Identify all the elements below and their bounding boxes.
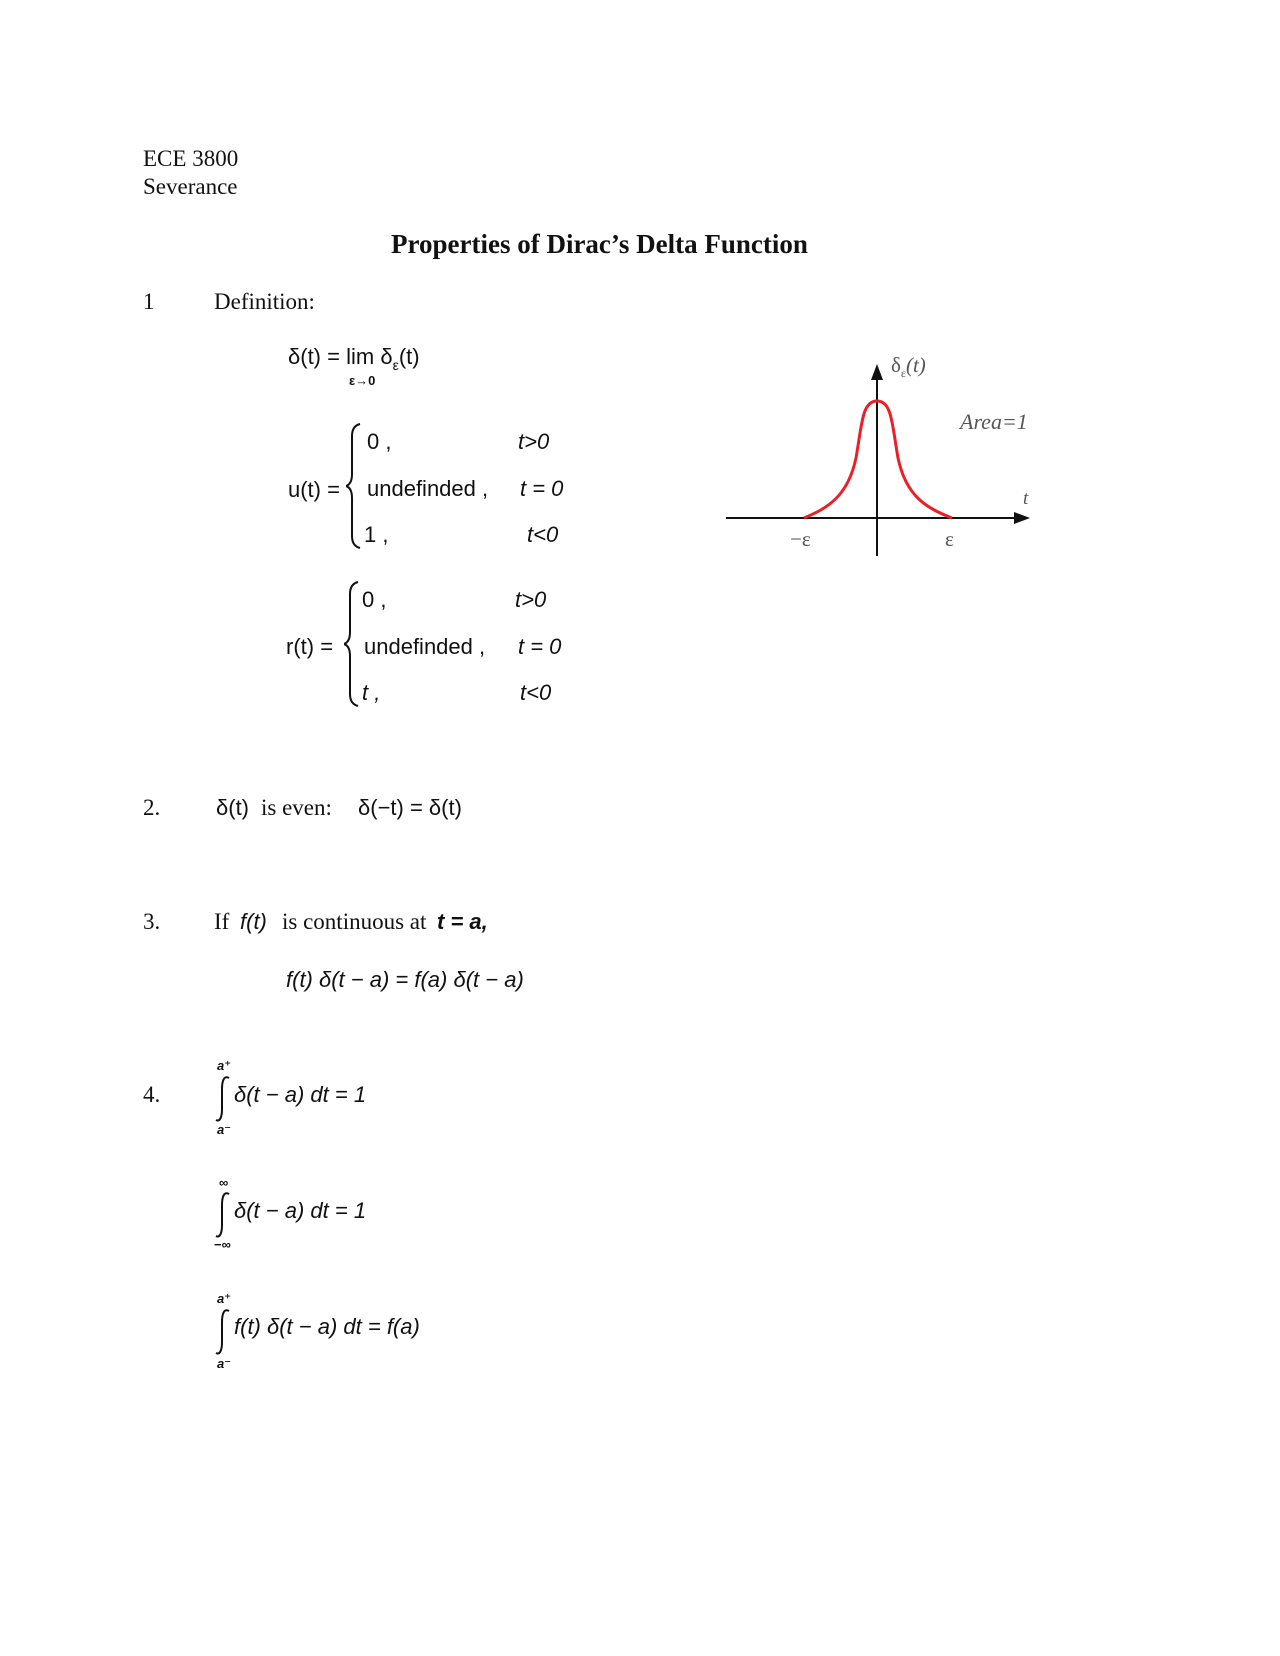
integral-1-body: δ(t − a) dt = 1 bbox=[234, 1082, 367, 1107]
graph-area-label: Area=1 bbox=[960, 409, 1028, 434]
u-case-0-cond: t>0 bbox=[518, 429, 550, 454]
even-equation: δ(−t) = δ(t) bbox=[358, 795, 462, 820]
integral-3-upper: a⁺ bbox=[217, 1291, 232, 1306]
integral-1-lower: a⁻ bbox=[217, 1122, 232, 1137]
integral-2-upper: ∞ bbox=[219, 1175, 229, 1190]
integral-2-sign bbox=[214, 1191, 232, 1239]
section-4-number: 4. bbox=[143, 1082, 161, 1107]
integral-1-upper: a⁺ bbox=[217, 1058, 232, 1073]
u-case-1-value: undefinded , bbox=[367, 476, 489, 501]
delta-epsilon: δ bbox=[380, 344, 393, 369]
integral-3-sign bbox=[214, 1308, 232, 1356]
integral-2-lower: −∞ bbox=[214, 1237, 231, 1252]
u-case-0-value: 0 , bbox=[367, 429, 392, 454]
integral-2-body: δ(t − a) dt = 1 bbox=[234, 1198, 367, 1223]
sifting-equation: f(t) δ(t − a) = f(a) δ(t − a) bbox=[286, 967, 524, 992]
even-lhs: δ(t) bbox=[216, 795, 250, 820]
page-title: Properties of Dirac’s Delta Function bbox=[391, 229, 808, 259]
course-code: ECE 3800 bbox=[143, 146, 239, 171]
r-case-1-cond: t = 0 bbox=[518, 634, 562, 659]
delta-equals: = bbox=[327, 344, 340, 369]
delta-lhs: δ(t) bbox=[288, 344, 322, 369]
section-3-if: If bbox=[214, 909, 230, 934]
integral-3-lower: a⁻ bbox=[217, 1356, 232, 1371]
section-1-number: 1 bbox=[143, 289, 155, 314]
section-3-ta: t = a, bbox=[437, 909, 488, 934]
integral-1-sign bbox=[214, 1075, 232, 1123]
graph-y-label: $\delta_\varepsilon(t)$ bbox=[891, 353, 926, 380]
delta-definition bbox=[288, 344, 420, 373]
section-3-cont: is continuous at bbox=[282, 909, 427, 934]
u-function-name: u(t) = bbox=[288, 477, 340, 502]
graph-neg-epsilon: −ε bbox=[790, 527, 811, 551]
lim-operator: lim bbox=[346, 344, 375, 369]
section-2-number: 2. bbox=[143, 795, 161, 820]
r-case-2-value: t , bbox=[362, 680, 381, 705]
lim-subscript: ε→0 bbox=[349, 373, 376, 388]
graph-y-arrow bbox=[871, 364, 883, 380]
delta-epsilon-sub: ε bbox=[392, 357, 399, 373]
section-3-f: f(t) bbox=[240, 909, 267, 934]
section-1-heading: Definition: bbox=[214, 289, 315, 314]
r-function-brace bbox=[344, 580, 364, 708]
r-case-0-cond: t>0 bbox=[515, 587, 547, 612]
r-case-2-cond: t<0 bbox=[520, 680, 552, 705]
author-name: Severance bbox=[143, 174, 238, 199]
r-case-0-value: 0 , bbox=[362, 587, 387, 612]
delta-epsilon-graph bbox=[720, 348, 1050, 563]
delta-epsilon-arg: (t) bbox=[398, 344, 420, 369]
r-case-1-value: undefinded , bbox=[364, 634, 486, 659]
u-case-2-value: 1 , bbox=[364, 522, 389, 547]
graph-x-arrow bbox=[1014, 512, 1030, 524]
even-text: is even: bbox=[261, 795, 332, 820]
section-3-number: 3. bbox=[143, 909, 161, 934]
u-case-1-cond: t = 0 bbox=[520, 476, 564, 501]
r-function-name: r(t) = bbox=[286, 634, 334, 659]
u-function-brace bbox=[346, 422, 366, 550]
u-case-2-cond: t<0 bbox=[527, 522, 559, 547]
graph-x-label: t bbox=[1023, 488, 1029, 509]
integral-3-body: f(t) δ(t − a) dt = f(a) bbox=[234, 1314, 420, 1339]
graph-pos-epsilon: ε bbox=[945, 527, 954, 551]
